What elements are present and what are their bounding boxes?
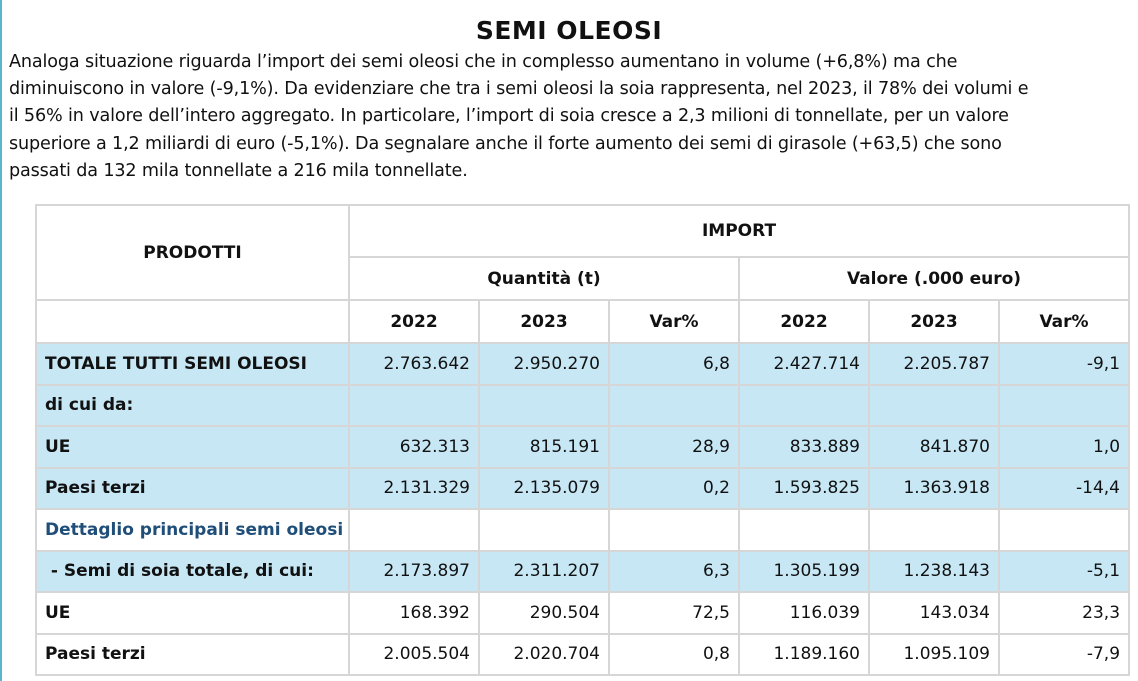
cell-value: 841.870 (869, 426, 999, 468)
row-label: Dettaglio principali semi oleosi (36, 509, 349, 551)
cell-value: 1.305.199 (739, 551, 869, 593)
cell-value: 143.034 (869, 592, 999, 634)
header-blank-cell (36, 300, 349, 343)
cell-value: 2.173.897 (349, 551, 479, 593)
table-row (36, 551, 1129, 593)
cell-value: 116.039 (739, 592, 869, 634)
cell-value (479, 509, 609, 551)
cell-value: 1.363.918 (869, 468, 999, 510)
cell-value: 2.205.787 (869, 343, 999, 385)
year-header-quantity-2022: 2022 (349, 300, 479, 343)
cell-value (739, 385, 869, 427)
var-header-quantity: Var% (609, 300, 739, 343)
cell-value: 0,8 (609, 634, 739, 676)
quantity-header: Quantità (t) (349, 257, 739, 300)
cell-value: 2.950.270 (479, 343, 609, 385)
cell-value (349, 509, 479, 551)
cell-value: -7,9 (999, 634, 1129, 676)
import-table (35, 204, 1130, 676)
cell-value: -9,1 (999, 343, 1129, 385)
cell-value: 168.392 (349, 592, 479, 634)
year-header-value-2022: 2022 (739, 300, 869, 343)
cell-value: 290.504 (479, 592, 609, 634)
cell-value: 632.313 (349, 426, 479, 468)
import-header: IMPORT (349, 205, 1129, 257)
table-row (36, 468, 1129, 510)
table-row (36, 634, 1129, 676)
cell-value: 815.191 (479, 426, 609, 468)
row-label: TOTALE TUTTI SEMI OLEOSI (36, 343, 349, 385)
table-row (36, 592, 1129, 634)
cell-value (999, 509, 1129, 551)
year-header-value-2023: 2023 (869, 300, 999, 343)
cell-value (609, 509, 739, 551)
cell-value: 72,5 (609, 592, 739, 634)
cell-value: 23,3 (999, 592, 1129, 634)
cell-value: 2.427.714 (739, 343, 869, 385)
table-row (36, 385, 1129, 427)
table-row (36, 426, 1129, 468)
cell-value: 2.020.704 (479, 634, 609, 676)
cell-value (869, 385, 999, 427)
cell-value: 2.135.079 (479, 468, 609, 510)
cell-value (869, 509, 999, 551)
cell-value: 2.131.329 (349, 468, 479, 510)
cell-value: 1,0 (999, 426, 1129, 468)
cell-value (609, 385, 739, 427)
cell-value: 1.238.143 (869, 551, 999, 593)
cell-value: 833.889 (739, 426, 869, 468)
cell-value: 1.593.825 (739, 468, 869, 510)
cell-value (739, 509, 869, 551)
row-label: di cui da: (36, 385, 349, 427)
cell-value: 1.189.160 (739, 634, 869, 676)
table-row (36, 343, 1129, 385)
intro-paragraph: Analoga situazione riguarda l’import dei semi oleosi che in complesso aumentano in volume (+6,8%) ma che diminuiscono in valore (-9,1%). Da evidenziare che tra i semi oleosi la soia rappresenta, nel 2023, il 78% dei volumi e il 56% in valore dell’intero aggregato. In particolare, l’import di soia cresce a 2,3 milioni di tonnellate, per un valore superiore a 1,2 miliardi di euro (-5,1%). Da segnalare anche il forte aumento dei semi di girasole (+63,5) che sono passati da 132 mila tonnellate a 216 mila tonnellate. (9, 52, 1029, 181)
row-label: UE (36, 592, 349, 634)
row-label: - Semi di soia totale, di cui: (36, 551, 349, 593)
cell-value: 28,9 (609, 426, 739, 468)
page-title: SEMI OLEOSI (475, 16, 663, 45)
year-header-quantity-2023: 2023 (479, 300, 609, 343)
cell-value (999, 385, 1129, 427)
row-label: UE (36, 426, 349, 468)
table-row (36, 509, 1129, 551)
cell-value: 1.095.109 (869, 634, 999, 676)
cell-value: 2.763.642 (349, 343, 479, 385)
cell-value: -14,4 (999, 468, 1129, 510)
cell-value: -5,1 (999, 551, 1129, 593)
cell-value (349, 385, 479, 427)
cell-value: 6,8 (609, 343, 739, 385)
cell-value: 0,2 (609, 468, 739, 510)
cell-value: 2.005.504 (349, 634, 479, 676)
row-label: Paesi terzi (36, 468, 349, 510)
value-header: Valore (.000 euro) (739, 257, 1129, 300)
var-header-value: Var% (999, 300, 1129, 343)
products-header: PRODOTTI (36, 205, 349, 300)
left-accent-rule (0, 0, 2, 681)
cell-value: 2.311.207 (479, 551, 609, 593)
row-label: Paesi terzi (36, 634, 349, 676)
cell-value: 6,3 (609, 551, 739, 593)
cell-value (479, 385, 609, 427)
